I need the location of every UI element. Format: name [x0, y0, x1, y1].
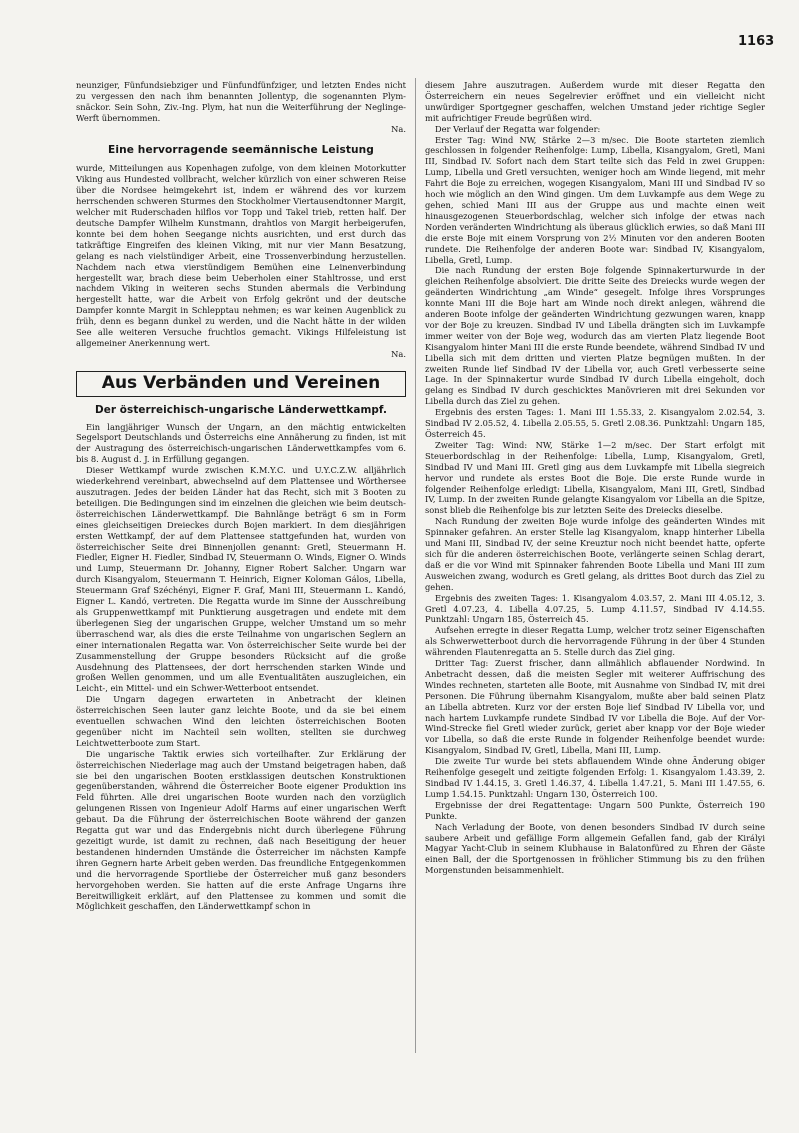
body-paragraph: Ein langjähriger Wunsch der Ungarn, an den mächtig entwickelten Segelsport Deutschlands und Österreichs eine Annäherung zu finden, ist mit der Austragung des österreichisch-ungarischen Länderwettkampfes vom 6. bis 8. August d. J. in Erfüllung gegangen. [76, 421, 406, 465]
author-signature: Na. [391, 123, 406, 134]
page-number: 1163 [738, 34, 775, 49]
article-heading: Eine hervorragende seemännische Leistung [108, 143, 374, 156]
author-signature: Na. [391, 348, 406, 359]
intro-paragraph: neunziger, Fünfundsiebziger und Fünfundfünfziger, und letzten Endes nicht zu vergessen den nach ihm benannten Jollentyp, die sogenannten Plym-snäckor. Sein Sohn, Ziv.-Ing. Plym, hat nun die Weiterführung der Neglinge-Werft übernommen. [76, 80, 406, 123]
body-paragraph: Der Verlauf der Regatta war folgender: [435, 123, 601, 134]
result-paragraph: Ergebnis des zweiten Tages: 1. Kisangyalom 4.03.57, 2. Mani III 4.05.12, 3. Gretl 4.07.23, 4. Libella 4.07.25, 5. Lump 4.11.57, Sindbad IV 4.14.55. Punktzahl: Ungarn 185, Österreich 45. [425, 592, 765, 625]
article-heading: Der österreichisch-ungarische Länderwettkampf. [94, 403, 388, 416]
result-paragraph: Die zweite Tur wurde bei stets abflauendem Winde ohne Änderung obiger Reihenfolge gesegelt und zeitigte folgenden Erfolg: 1. Kisangyalom 1.43.39, 2. Sindbad IV 1.44.15, 3. Gretl 1.46.37, 4. Libella 1.47.21, 5. Mani III 1.47.55, 6. Lump 1.54.15. Punktzahl: Ungarn 130, Österreich 100. [425, 756, 765, 799]
column-rule [415, 78, 416, 1053]
article-body: wurde, Mitteilungen aus Kopenhagen zufolge, von dem kleinen Motorkutter Viking aus Hundested vollbracht, welcher kürzlich von einer schweren Reise über die Nordsee heimgekehrt ist, indem er während des vor kurzem herrschenden schweren Sturmes den Stockholmer Viertausendtonner Margit, welcher mit Ruderschaden hilflos vor Topp und Takel trieb, retten half. Der deutsche Dampfer Wilhelm Kunstmann, drahtlos von Margit herbeigerufen, konnte bei dem hohen Seegange nichts ausrichten, und erst durch das tatkräftige Eingreifen des kleinen Viking, mit nur vier Mann Besatzung, gelang es nach vielstündiger Arbeit, eine Trossenverbindung herzustellen. Nachdem nach etwa vierstündigem Bemühen eine Leinenverbindung hergestellt war, brach diese beim Ueberholen einer Stahltrosse, und erst nachdem Viking in weiteren sechs Stunden abermals die Verbindung hergestellt hatte, war die Arbeit von Erfolg gekrönt und der deutsche Dampfer konnte Margit in Schlepptau nehmen; es war keinen Augenblick zu früh, denn es begann dunkel zu werden, und die Nacht hätte in der wilden See alle weiteren Versuche fruchtlos gemacht. Vikings Hilfeleistung ist allgemeiner Anerkennung wert. [76, 163, 406, 348]
body-paragraph: Die ungarische Taktik erwies sich vorteilhafter. Zur Erklärung der österreichischen Niederlage mag auch der Umstand beigetragen haben, daß sie bei den ungarischen Booten erstklassigen deutschen Konstruktionen gegenüberstanden, während die Österreicher Boote eigener Produktion ins Feld führten. Alle drei ungarischen Boote wurden nach den vorzüglich gelungenen Rissen von Ingenieur Adolf Harms auf einer ungarischen Werft gebaut. Da die Führung der österreichischen Boote während der ganzen Regatta gut war und das Endergebnis nicht durch überlegene Führung gezeitigt wurde, ist damit zu rechnen, daß nach Beseitigung der heuer bestandenen hindernden Umstände die Österreicher im nächsten Kampfe ihren Gegnern harte Arbeit geben werden. Das freundliche Entgegenkommen und die hervorragende Sportliebe der Österreicher muß ganz besonders hervorgehoben werden. Sie hatten auf die erste Anfrage Ungarns ihre Bereitwilligkeit erklärt, auf den Plattensee zu kommen und somit die Möglichkeit geschaffen, den Länderwettkampf schon in [76, 748, 406, 912]
body-paragraph: Aufsehen erregte in dieser Regatta Lump, welcher trotz seiner Eigenschaften als Schwerwetterboot durch die hervorragende Führung in der über 4 Stunden währenden Flautenregatta an 5. Stelle durch das Ziel ging. [425, 625, 765, 658]
section-title [76, 371, 406, 397]
body-paragraph: Die Ungarn dagegen erwarteten in Anbetracht der kleinen österreichischen Seen lauter ganz leichte Boote, und da sie bei einem eventuellen schwachen Wind den leichten österreichischen Booten gegenüber nicht im Nachteil sein wollten, stellten sie durchweg Leichtwetterboote zum Start. [76, 694, 406, 748]
body-paragraph: Erster Tag: Wind NW, Stärke 2—3 m/sec. Die Boote starteten ziemlich geschlossen in folgender Reihenfolge: Lump, Libella, Kisangyalom, Gretl, Mani III, Sindbad IV. Sofort nach dem Start teilte sich das Feld in zwei Gruppen: Lump, Libella und Gretl versuchten, weniger hoch am Winde liegend, mit mehr Fahrt die Boje zu erreichen, wogegen Kisangyalom, Mani III und Sindbad IV so hoch wie möglich an den Wind gingen. Um dem Luvkampfe aus dem Wege zu gehen, schied Mani III aus der Gruppe aus und machte einen weit hinausgezogenen Steuerbordschlag, welcher sich infolge der etwas nach Norden veränderten Windrichtung als überaus glücklich erwies, so daß Mani III die erste Boje mit einem Vorsprung von 2½ Minuten vor den anderen Booten rundete. Die Reihenfolge der anderen Boote war: Sindbad IV, Kisangyalom, Libella, Gretl, Lump. [425, 134, 765, 265]
body-paragraph: Zweiter Tag: Wind: NW, Stärke 1—2 m/sec. Der Start erfolgt mit Steuerbordschlag in der Reihenfolge: Libella, Lump, Kisangyalom, Gretl, Sindbad IV und Mani III. Gretl ging aus dem Luvkampfe mit Libella siegreich hervor und rundete als erstes Boot die Boje. Die erste Runde wurde in folgender Reihenfolge erledigt: Libella, Kisangyalom, Mani III, Gretl, Sindbad IV, Lump. In der zweiten Runde gelangte Kisangyalom vor Libella an die Spitze, sonst blieb die Reihenfolge bis zur letzten Seite des Dreiecks dieselbe. [425, 439, 765, 516]
body-paragraph: diesem Jahre auszutragen. Außerdem wurde mit dieser Regatta den Österreichern ein neues Segelrevier eröffnet und ein vielleicht nicht unwürdiger Sportgegner geschaffen, welchen Umstand jeder richtige Segler mit aufrichtiger Freude begrüßen wird. [425, 80, 765, 123]
section-title-text: Aus Verbänden und Vereinen [101, 372, 381, 393]
body-paragraph: Dritter Tag: Zuerst frischer, dann allmählich abflauender Nordwind. In Anbetracht dessen, daß die meisten Segler mit weiterer Auffrischung des Windes rechneten, starteten alle Boote, mit Ausnahme von Sindbad IV, mit drei Personen. Die Führung übernahm Kisangyalom, mußte aber bald seinen Platz an Libella abtreten. Kurz vor der ersten Boje lief Sindbad IV Libella vor, und nach hartem Luvkampfe rundete Sindbad IV vor Libella die Boje. Auf der Vor-Wind-Strecke fiel Gretl wieder zurück, geriet aber knapp vor der Boje wieder vor Libella, so daß die erste Runde in folgender Reihenfolge beendet wurde: Kisangyalom, Sindbad IV, Gretl, Libella, Mani III, Lump. [425, 658, 765, 756]
body-paragraph: Dieser Wettkampf wurde zwischen K.M.Y.C. und U.Y.C.Z.W. alljährlich wiederkehrend vereinbart, abwechselnd auf dem Plattensee und Wörthersee auszutragen. Jedes der beiden Länder hat das Recht, sich mit 3 Booten zu beteiligen. Die Bedingungen sind im einzelnen die gleichen wie beim deutsch-österreichischen Länderwettkampf. Die Bahnlänge beträgt 6 sm in Form eines gleichseitigen Dreieckes durch Bojen markiert. In dem diesjährigen ersten Wettkampf, der auf dem Plattensee stattgefunden hat, wurden von österreichischer Seite drei Binnenjollen genannt: Gretl, Steuermann H. Fiedler, Eigner H. Fiedler, Sindbad IV, Steuermann O. Winds, Eigner O. Winds und Lump, Steuermann Dr. Johanny, Eigner Robert Salcher. Ungarn war durch Kisangyalom, Steuermann T. Heinrich, Eigner Koloman Gálos, Libella, Steuermann Graf Széchényi, Eigner F. Graf, Mani III, Steuermann L. Kandó, Eigner L. Kandó, vertreten. Die Regatta wurde im Sinne der Ausschreibung als Gruppenwettkampf mit Punktierung ausgetragen und endete mit dem überlegenen Sieg der ungarischen Gruppe, welcher Umstand um so mehr überraschend war, als dies die erste Teilnahme von ungarischen Seglern an einer internationalen Regatta war. Von österreichischer Seite wurde bei der Zusammenstellung der Gruppe besonders Rücksicht auf die große Ausdehnung des Plattensees, der dort herrschenden starken Winde und großen Wellen genommen, und um alle Eventualitäten auszugleichen, ein Leicht-, ein Mittel- und ein Schwer-Wetterboot entsendet. [76, 465, 406, 694]
body-paragraph: Die nach Rundung der ersten Boje folgende Spinnakerturwurde in der gleichen Reihenfolge absolviert. Die dritte Seite des Dreiecks wurde wegen der geänderten Windrichtung „am Winde“ gesegelt. Infolge ihres Vorsprunges konnte Mani III die Boje hart am Winde noch direkt anlegen, während die anderen Boote infolge der geänderten Windrichtung gezwungen waren, knapp vor der Boje zu kreuzen. Sindbad IV und Libella drängten sich im Luvkampfe immer weiter von der Boje weg, wodurch das am vierten Platz liegende Boot Kisangyalom hinter Mani III die erste Runde beendete, während Sindbad IV und Libella sich mit dem dritten und vierten Platze begnügen mußten. In der zweiten Runde lief Sindbad IV der Libella vor, auch Gretl verbesserte seine Lage. In der Spinnakertur wurde Sindbad IV durch Libella eingeholt, doch gelang es Sindbad IV durch geschicktes Manövrieren mit drei Sekunden vor Libella durch das Ziel zu gehen. [425, 265, 765, 407]
left-column [76, 80, 406, 912]
result-paragraph: Ergebnisse der drei Regattentage: Ungarn 500 Punkte, Österreich 190 Punkte. [425, 799, 765, 821]
body-paragraph: Nach Verladung der Boote, von denen besonders Sindbad IV durch seine saubere Arbeit und gefällige Form allgemein Gefallen fand, gab der Királyi Magyar Yacht-Club in seinem Klubhause in Balatonfüred zu Ehren der Gäste einen Ball, der die Sportgenossen in fröhlicher Stimmung bis zu den frühen Morgenstunden beisammenhielt. [425, 821, 765, 876]
body-paragraph: Nach Rundung der zweiten Boje wurde infolge des geänderten Windes mit Spinnaker gefahren. An erster Stelle lag Kisangyalom, knapp hinterher Libella und Mani III, Sindbad IV, der seine Kreuztur noch nicht beendet hatte, opferte sich für die anderen österreichischen Boote, verlängerte seinen Schlag derart, daß er die vor Wind mit Spinnaker fahrenden Boote Libella und Mani III zum Ausweichen zwang, wodurch es Gretl gelang, als drittes Boot durch das Ziel zu gehen. [425, 516, 765, 592]
right-column [425, 80, 765, 876]
result-paragraph: Ergebnis des ersten Tages: 1. Mani III 1.55.33, 2. Kisangyalom 2.02.54, 3. Sindbad IV 2.05.52, 4. Libella 2.05.55, 5. Gretl 2.08.36. Punktzahl: Ungarn 185, Österreich 45. [425, 407, 765, 439]
